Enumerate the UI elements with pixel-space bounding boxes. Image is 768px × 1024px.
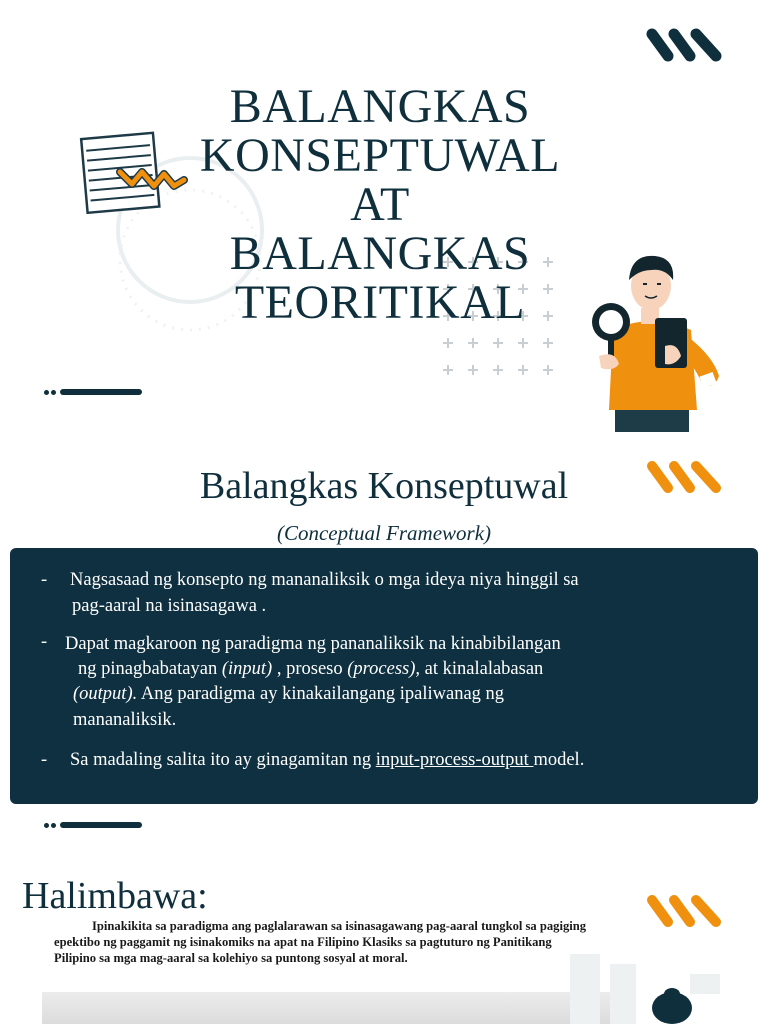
process-term: (process), bbox=[347, 659, 421, 679]
section-note: (Conceptual Framework) bbox=[276, 521, 492, 545]
bullet-text: Nagsasaad ng konsepto ng mananaliksik o mga ideya niya hinggil sa bbox=[70, 570, 579, 590]
text-span: Ang paradigma ay kinakailangang ipaliwanag ng bbox=[137, 684, 505, 704]
stripes-icon bbox=[640, 24, 730, 68]
text-span: model. bbox=[533, 750, 585, 770]
background-pattern-decoration bbox=[560, 944, 730, 1024]
bullet-text bbox=[70, 748, 584, 773]
title-line: BALANGKAS bbox=[229, 227, 531, 280]
bullet-dash: - bbox=[41, 570, 48, 590]
bullet-text: Dapat magkaroon ng paradigma ng pananaliksik na kinabibilangan bbox=[65, 634, 561, 654]
text-span: Sa madaling salita ito ay ginagamitan ng bbox=[70, 750, 376, 770]
text-span: ng pinagbabatayan bbox=[78, 659, 222, 679]
title-line: TEORITIKAL bbox=[234, 276, 526, 329]
example-paragraph bbox=[54, 918, 594, 966]
title-line: BALANGKAS bbox=[229, 80, 531, 133]
example-heading: Halimbawa: bbox=[22, 875, 208, 917]
bullet-dash: - bbox=[41, 632, 48, 652]
title-line: AT bbox=[350, 178, 410, 231]
paradigm-image bbox=[42, 992, 627, 1024]
bullet-text: mananaliksik. bbox=[73, 710, 177, 730]
page-title bbox=[150, 82, 610, 327]
dots-bar-icon bbox=[44, 389, 144, 397]
section-heading: Balangkas Konseptuwal bbox=[199, 465, 569, 507]
person-magnifier-illustration bbox=[585, 246, 730, 436]
ipo-model-link[interactable]: input-process-output bbox=[375, 750, 534, 770]
bullet-text bbox=[78, 657, 543, 682]
stripes-icon bbox=[640, 892, 730, 932]
bullet-text: pag-aaral na isinasagawa . bbox=[72, 596, 267, 616]
bullet-text bbox=[73, 682, 504, 707]
bullet-dash: - bbox=[41, 750, 48, 770]
paragraph-text: Ipinakikita sa paradigma ang paglalarawan sa isinasagawang pag-aaral tungkol sa pagiging epektibo ng paggamit ng isinakomiks na apat na Filipino Klasiks sa pagtuturo ng Panitikang Pilipino sa mga mag-aaral sa kolehiyo sa puntong sosyal at moral. bbox=[54, 919, 587, 965]
output-term: (output). bbox=[73, 684, 138, 704]
text-span: at kinalalabasan bbox=[420, 659, 544, 679]
title-line: KONSEPTUWAL bbox=[199, 129, 561, 182]
dots-bar-icon bbox=[44, 822, 144, 830]
input-term: (input) bbox=[221, 659, 273, 679]
content-panel bbox=[10, 548, 758, 804]
text-span: , proseso bbox=[272, 659, 348, 679]
